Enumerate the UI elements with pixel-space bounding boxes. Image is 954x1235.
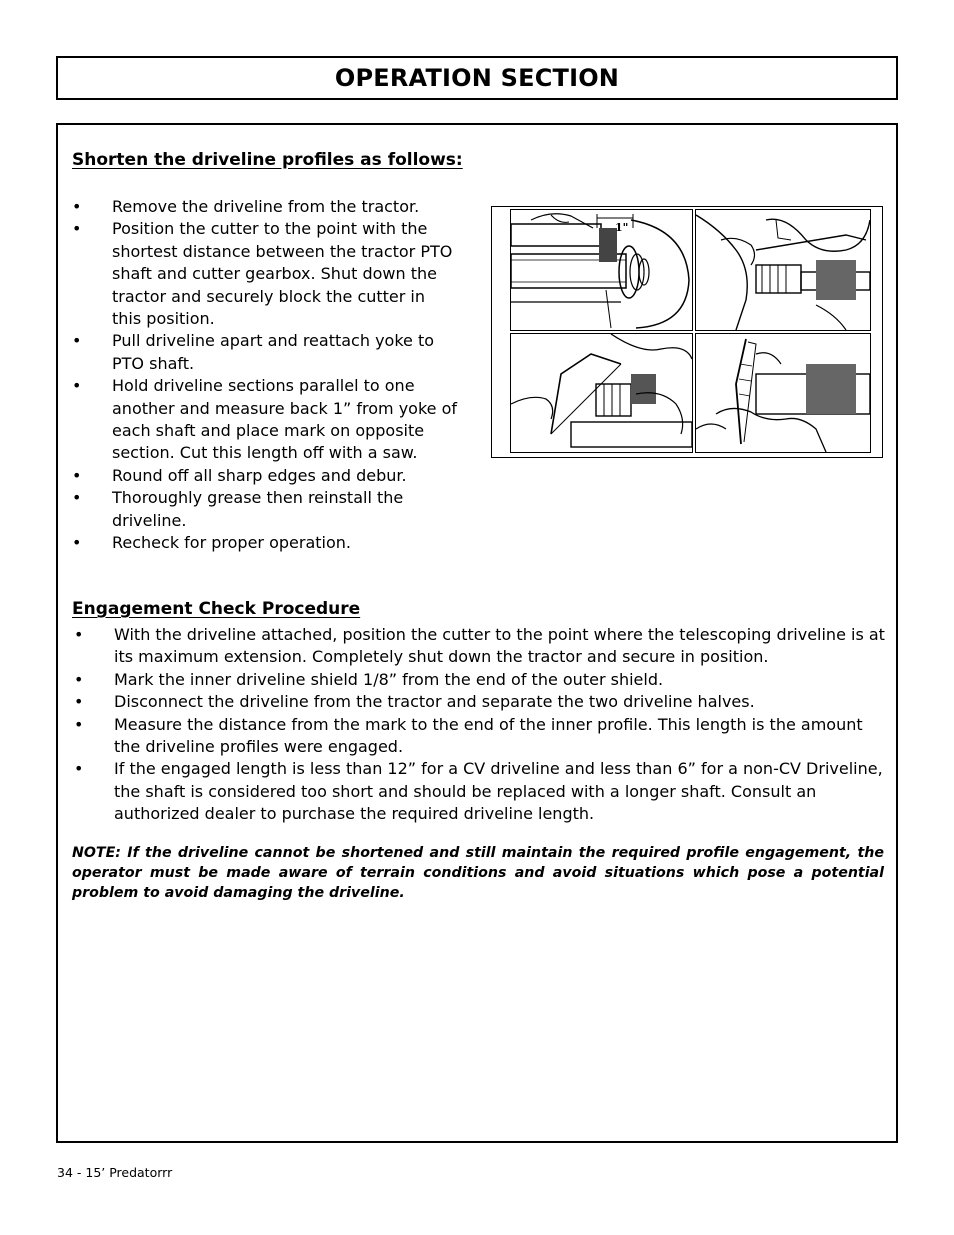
list-item: • Measure the distance from the mark to the end of the inner profile. This length is the amount the driveline profiles were engaged. [74,714,863,757]
bullet-icon: • [72,331,82,351]
bullet-icon: • [74,692,84,712]
file-panel [695,333,871,453]
list-item: • Mark the inner driveline shield 1/8” from the end of the outer shield. [114,669,889,691]
bullet-icon: • [72,533,82,553]
separate-panel [695,209,871,331]
bullet-icon: • [74,714,84,734]
bullet-icon: • [74,625,84,644]
bullet-icon: • [72,488,82,508]
list-item: • If the engaged length is less than 12” for a CV driveline and less than 6” for a non-CV Driveline, the shaft is considered too short and should be replaced with a longer shaft. Consult an authorized dealer to purchase the required driveline length. [74,759,883,824]
section-header [56,56,898,100]
saw-drawing [511,334,692,452]
shorten-heading: Shorten the driveline profiles as follows: [72,150,463,170]
list-item: • Thoroughly grease then reinstall the driveline. [72,488,404,530]
bullet-icon: • [74,759,84,779]
measure-panel [510,209,693,331]
engagement-heading: Engagement Check Procedure [72,599,361,619]
content-panel [56,123,898,1143]
list-item: • Round off all sharp edges and debur. [112,465,458,487]
list-item: • Disconnect the driveline from the tractor and separate the two driveline halves. [114,691,889,713]
page-footer: 34 - 15’ Predatorrr [57,1165,173,1180]
dimension-label: 1" [615,221,629,234]
engagement-steps-list [74,624,889,826]
saw-panel [510,333,693,453]
list-item: • Pull driveline apart and reattach yoke to PTO shaft. [72,331,435,373]
file-drawing [696,334,870,452]
bullet-icon: • [72,219,82,239]
page-title: OPERATION SECTION [334,64,620,92]
bullet-icon: • [72,465,82,485]
bullet-icon: • [72,376,82,396]
list-item: • Hold driveline sections parallel to one another and measure back 1” from yoke of each shaft and place mark on opposite section. Cut this length off with a saw. [72,376,457,463]
list-item: • With the driveline attached, position the cutter to the point where the telescoping driveline is at its maximum extension. Completely shut down the tractor and secure in position. [74,625,885,667]
list-item: • Recheck for proper operation. [112,532,458,554]
measure-drawing [511,210,692,330]
driveline-note: NOTE: If the driveline cannot be shortened and still maintain the required profile engagement, the operator must be made aware of terrain conditions and avoid situations which pose a potential problem to avoid damaging the driveline. [72,845,884,901]
separate-drawing [696,210,870,330]
driveline-illustration [491,206,883,458]
shorten-steps-list [72,196,458,555]
list-item: • Position the cutter to the point with the shortest distance between the tractor PTO shaft and cutter gearbox. Shut down the tractor and securely block the cutter in this position. [72,219,453,329]
list-item: • Remove the driveline from the tractor. [112,196,458,218]
bullet-icon: • [74,669,84,689]
bullet-icon: • [72,197,82,216]
